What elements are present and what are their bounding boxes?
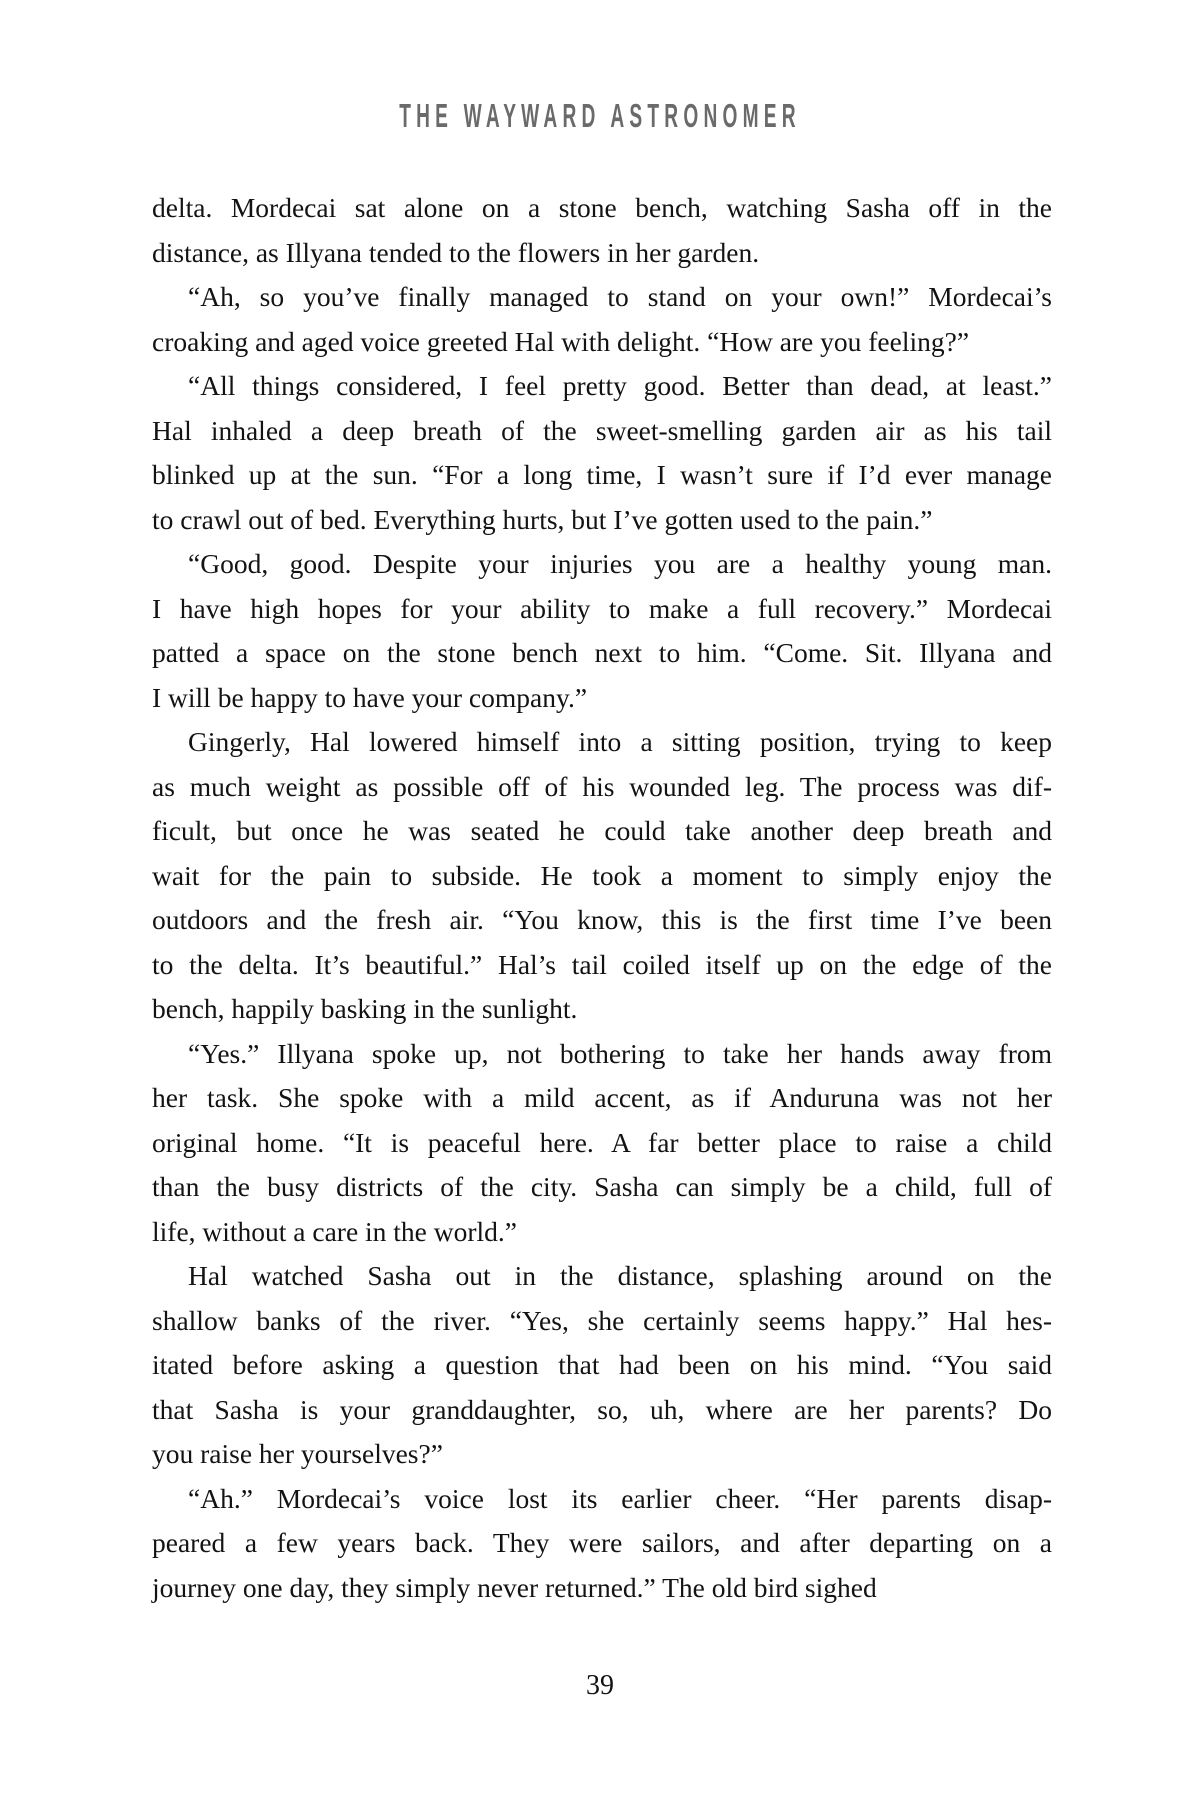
paragraph xyxy=(152,364,1052,542)
text-line: to crawl out of bed. Everything hurts, but I’ve gotten used to the pain.” xyxy=(152,503,933,535)
paragraph xyxy=(152,275,1052,364)
text-line: as much weight as possible off of his wounded leg. The process was dif- xyxy=(152,770,1052,802)
text-line: peared a few years back. They were sailors, and after departing on a xyxy=(152,1527,1052,1558)
text-line: Hal inhaled a deep breath of the sweet-smelling garden air as his tail xyxy=(152,414,1052,446)
text-line: than the busy districts of the city. Sasha can simply be a child, full of xyxy=(152,1171,1052,1202)
text-line: croaking and aged voice greeted Hal with delight. “How are you feeling?” xyxy=(152,325,970,357)
page-text xyxy=(152,186,1052,1610)
text-line: wait for the pain to subside. He took a moment to simply enjoy the xyxy=(152,859,1052,891)
text-line: delta. Mordecai sat alone on a stone bench, watching Sasha off in the xyxy=(152,192,1052,223)
text-line: shallow banks of the river. “Yes, she certainly seems happy.” Hal hes- xyxy=(152,1304,1052,1336)
text-line: bench, happily basking in the sunlight. xyxy=(152,993,578,1024)
page-number: 39 xyxy=(586,1670,614,1701)
paragraph xyxy=(152,1477,1052,1611)
paragraph xyxy=(152,542,1052,720)
paragraph xyxy=(152,1032,1052,1255)
text-line: “Ah, so you’ve finally managed to stand on your own!” Mordecai’s xyxy=(188,281,1052,312)
text-line: that Sasha is your granddaughter, so, uh, where are her parents? Do xyxy=(152,1393,1052,1425)
text-line: “Ah.” Mordecai’s voice lost its earlier cheer. “Her parents disap- xyxy=(188,1482,1052,1514)
text-line: “Good, good. Despite your injuries you are a healthy young man. xyxy=(188,548,1052,579)
text-line: Gingerly, Hal lowered himself into a sitting position, trying to keep xyxy=(188,726,1052,757)
text-line: you raise her yourselves?” xyxy=(152,1438,443,1469)
text-line: blinked up at the sun. “For a long time, I wasn’t sure if I’d ever manage xyxy=(152,459,1052,490)
text-line: Hal watched Sasha out in the distance, splashing around on the xyxy=(188,1260,1052,1291)
text-line: I will be happy to have your company.” xyxy=(152,681,588,713)
text-line: “Yes.” Illyana spoke up, not bothering to take her hands away from xyxy=(188,1037,1052,1069)
text-line: I have high hopes for your ability to make a full recovery.” Mordecai xyxy=(152,592,1052,624)
text-line: to the delta. It’s beautiful.” Hal’s tail coiled itself up on the edge of the xyxy=(152,948,1052,980)
paragraph xyxy=(152,186,1052,275)
text-line: itated before asking a question that had been on his mind. “You said xyxy=(152,1349,1052,1380)
running-header: THE WAYWARD ASTRONOMER xyxy=(399,97,801,134)
text-line: patted a space on the stone bench next to him. “Come. Sit. Illyana and xyxy=(152,637,1052,668)
paragraph xyxy=(152,720,1052,1032)
text-line: ficult, but once he was seated he could take another deep breath and xyxy=(152,815,1052,846)
text-line: original home. “It is peaceful here. A far better place to raise a child xyxy=(152,1126,1052,1158)
text-line: “All things considered, I feel pretty good. Better than dead, at least.” xyxy=(188,370,1052,401)
text-line: her task. She spoke with a mild accent, as if Anduruna was not her xyxy=(152,1082,1052,1113)
text-line: outdoors and the fresh air. “You know, this is the first time I’ve been xyxy=(152,904,1052,935)
text-line: life, without a care in the world.” xyxy=(152,1215,518,1247)
paragraph xyxy=(152,1254,1052,1477)
text-line: journey one day, they simply never returned.” The old bird sighed xyxy=(152,1571,877,1603)
text-line: distance, as Illyana tended to the flowers in her garden. xyxy=(152,236,760,268)
